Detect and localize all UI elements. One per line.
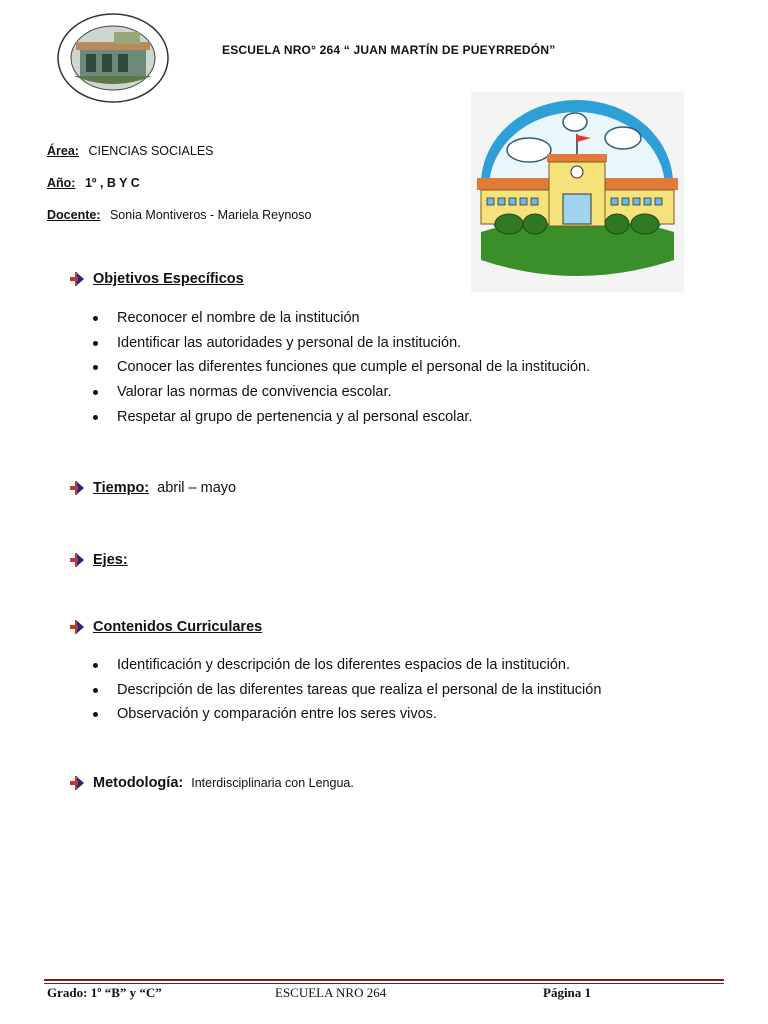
- tiempo-section-header: [70, 480, 236, 496]
- tiempo-value: abril – mayo: [157, 480, 237, 496]
- school-building-illustration: [471, 92, 684, 292]
- bullet-arrow-icon: [70, 481, 84, 495]
- docente-label: Docente:: [47, 208, 101, 222]
- metodologia-heading: Metodología:: [93, 775, 184, 791]
- tiempo-heading: Tiempo:: [93, 480, 150, 496]
- list-item: Valorar las normas de convivencia escolar.: [93, 382, 590, 407]
- list-item: Descripción de las diferentes tareas que realiza el personal de la institución: [93, 680, 601, 705]
- footer-grado: Grado: 1º “B” y “C”: [47, 985, 162, 1000]
- area-row: [47, 144, 214, 158]
- list-item: Identificación y descripción de los diferentes espacios de la institución.: [93, 655, 601, 680]
- bullet-arrow-icon: [70, 776, 84, 790]
- metodologia-section-header: [70, 775, 354, 791]
- docente-row: [47, 208, 311, 222]
- area-label: Área:: [47, 144, 79, 158]
- objetivos-heading: Objetivos Específicos: [93, 271, 244, 287]
- objetivos-section-header: [70, 271, 244, 287]
- list-item: Respetar al grupo de pertenencia y al personal escolar.: [93, 407, 590, 432]
- footer-rule-thin: [44, 983, 724, 984]
- contenidos-list: [93, 655, 601, 729]
- area-value: CIENCIAS SOCIALES: [88, 144, 214, 158]
- bullet-arrow-icon: [70, 553, 84, 567]
- list-item: Reconocer el nombre de la institución: [93, 308, 590, 333]
- bullet-arrow-icon: [70, 620, 84, 634]
- docente-value: Sonia Montiveros - Mariela Reynoso: [109, 208, 312, 222]
- contenidos-heading: Contenidos Curriculares: [93, 619, 263, 635]
- ejes-section-header: [70, 552, 128, 568]
- ejes-heading: Ejes:: [93, 552, 128, 568]
- footer-rule: [44, 979, 724, 981]
- anio-value: 1º , B Y C: [84, 176, 140, 190]
- contenidos-section-header: [70, 619, 262, 635]
- bullet-arrow-icon: [70, 272, 84, 286]
- list-item: Conocer las diferentes funciones que cumple el personal de la institución.: [93, 357, 590, 382]
- school-logo: [56, 12, 170, 104]
- footer-page-number: Página 1: [543, 985, 592, 1000]
- list-item: Observación y comparación entre los seres vivos.: [93, 704, 601, 729]
- objetivos-list: [93, 308, 590, 431]
- anio-label: Año:: [47, 176, 76, 190]
- list-item: Identificar las autoridades y personal de la institución.: [93, 333, 590, 358]
- metodologia-value: Interdisciplinaria con Lengua.: [191, 776, 354, 790]
- school-title: ESCUELA NRO° 264 “ JUAN MARTÍN DE PUEYRREDÓN”: [222, 43, 556, 57]
- anio-row: [47, 176, 140, 190]
- footer-escuela: ESCUELA NRO 264: [275, 985, 387, 1000]
